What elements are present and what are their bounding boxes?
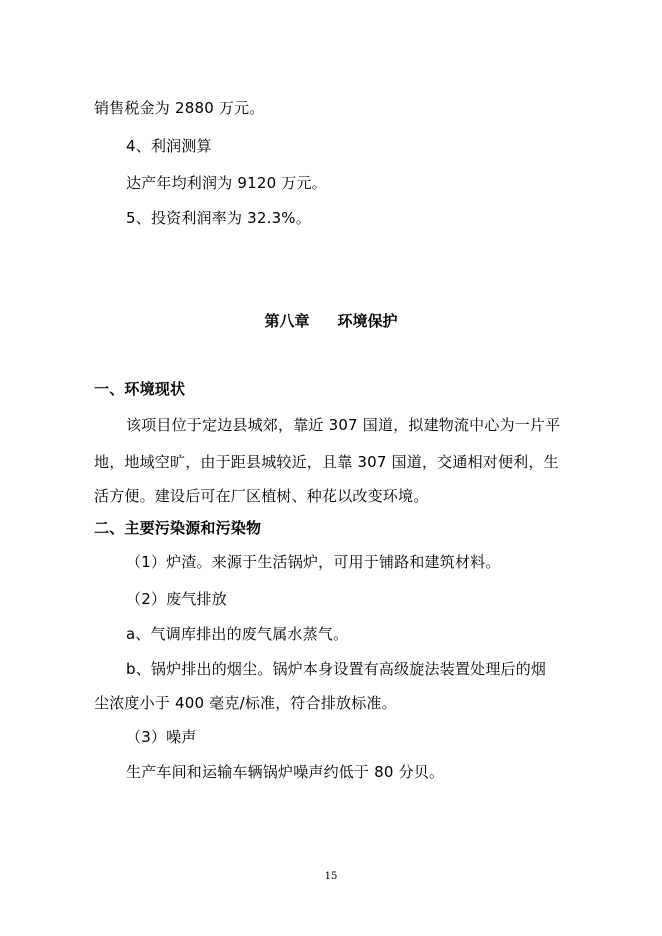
page-number: 15 [324,871,338,882]
pollution-item-exhaust-b-line-2: 尘浓度小于 400 毫克/标准，符合排放标准。 [94,694,397,712]
chapter-name: 环境保护 [337,312,398,330]
section-heading-pollution-sources: 二、主要污染源和污染物 [94,519,262,537]
pollution-item-noise-text: 生产车间和运输车辆锅炉噪声约低于 80 分贝。 [126,763,445,781]
section1-line-1: 该项目位于定边县城郊，靠近 307 国道，拟建物流中心为一片平 [126,416,561,434]
pollution-item-exhaust-a: a、气调库排出的废气属水蒸气。 [126,625,349,643]
pollution-item-exhaust: （2）废气排放 [126,590,227,608]
pollution-item-exhaust-b-line-1: b、锅炉排出的烟尘。锅炉本身设置有高级旋法装置处理后的烟 [126,660,547,678]
chapter-title [0,310,662,332]
paragraph-sales-tax: 销售税金为 2880 万元。 [94,99,265,117]
section-heading-environment-status: 一、环境现状 [94,380,186,398]
chapter-number: 第八章 [264,312,310,330]
paragraph-annual-profit: 达产年均利润为 9120 万元。 [126,174,327,192]
section1-line-3: 活方便。建设后可在厂区植树、种花以改变环境。 [94,487,429,505]
section1-line-2: 地，地域空旷，由于距县城较近，且靠 307 国道，交通相对便利，生 [94,453,559,471]
pollution-item-noise: （3）噪声 [126,728,197,746]
paragraph-roi: 5、投资利润率为 32.3%。 [126,209,311,227]
pollution-item-slag: （1）炉渣。来源于生活锅炉，可用于铺路和建筑材料。 [126,553,501,571]
paragraph-profit-heading: 4、利润测算 [126,137,212,155]
